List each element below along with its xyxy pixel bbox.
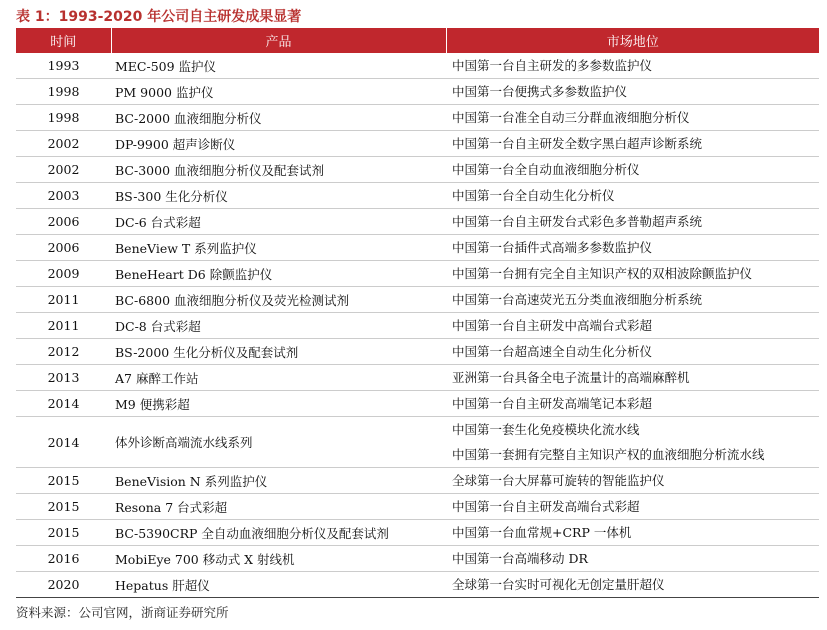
cell-product: BC-2000 血液细胞分析仪 — [111, 105, 446, 131]
table-row — [16, 53, 819, 79]
table-row — [16, 468, 819, 494]
cell-market-position — [446, 235, 819, 261]
cell-product: M9 便携彩超 — [111, 391, 446, 417]
cell-product: BeneHeart D6 除颤监护仪 — [111, 261, 446, 287]
cell-market-position — [446, 391, 819, 417]
market-position-line: 中国第一台自主研发全数字黑白超声诊断系统 — [452, 136, 703, 151]
cell-year: 2011 — [16, 287, 111, 313]
table-row — [16, 572, 819, 598]
cell-year: 1998 — [16, 105, 111, 131]
cell-market-position — [446, 53, 819, 79]
market-position-line: 中国第一台自主研发台式彩色多普勒超声系统 — [452, 214, 703, 229]
cell-market-position — [446, 157, 819, 183]
market-position-line: 中国第一台准全自动三分群血液细胞分析仪 — [452, 110, 690, 125]
market-position-line: 中国第一台便携式多参数监护仪 — [452, 84, 628, 99]
market-position-line: 全球第一台大屏幕可旋转的智能监护仪 — [452, 473, 665, 488]
cell-product: BS-2000 生化分析仪及配套试剂 — [111, 339, 446, 365]
cell-product: DP-9900 超声诊断仪 — [111, 131, 446, 157]
cell-year: 2012 — [16, 339, 111, 365]
table-row — [16, 183, 819, 209]
cell-year: 2015 — [16, 494, 111, 520]
cell-market-position — [446, 339, 819, 365]
table-row — [16, 520, 819, 546]
market-position-line: 中国第一台自主研发中高端台式彩超 — [452, 318, 653, 333]
cell-market-position — [446, 105, 819, 131]
table-row — [16, 131, 819, 157]
cell-product: DC-8 台式彩超 — [111, 313, 446, 339]
cell-market-position — [446, 494, 819, 520]
cell-product: PM 9000 监护仪 — [111, 79, 446, 105]
cell-market-position — [446, 468, 819, 494]
market-position-line: 中国第一台超高速全自动生化分析仪 — [452, 344, 653, 359]
market-position-line: 全球第一台实时可视化无创定量肝超仪 — [452, 577, 665, 592]
table-title: 表 1：1993-2020 年公司自主研发成果显著 — [16, 9, 302, 25]
cell-year: 2016 — [16, 546, 111, 572]
cell-product: A7 麻醉工作站 — [111, 365, 446, 391]
cell-product: Resona 7 台式彩超 — [111, 494, 446, 520]
header-row — [16, 28, 819, 53]
cell-market-position — [446, 313, 819, 339]
source-note: 资料来源：公司官网，浙商证券研究所 — [16, 605, 229, 620]
cell-market-position — [446, 572, 819, 598]
cell-product: MEC-509 监护仪 — [111, 53, 446, 79]
cell-market-position — [446, 131, 819, 157]
table-row — [16, 365, 819, 391]
table-row — [16, 391, 819, 417]
cell-product: BS-300 生化分析仪 — [111, 183, 446, 209]
table-row — [16, 79, 819, 105]
market-position-line: 中国第一套生化免疫模块化流水线 — [452, 422, 640, 437]
market-position-line: 中国第一台高速荧光五分类血液细胞分析系统 — [452, 292, 703, 307]
table-row — [16, 105, 819, 131]
cell-product: MobiEye 700 移动式 X 射线机 — [111, 546, 446, 572]
cell-product: BC-5390CRP 全自动血液细胞分析仪及配套试剂 — [111, 520, 446, 546]
cell-product: BC-6800 血液细胞分析仪及荧光检测试剂 — [111, 287, 446, 313]
market-position-line: 中国第一台自主研发的多参数监护仪 — [452, 58, 653, 73]
cell-year: 2009 — [16, 261, 111, 287]
market-position-line: 中国第一台全自动生化分析仪 — [452, 188, 615, 203]
table-row — [16, 546, 819, 572]
market-position-line: 中国第一台高端移动 DR — [452, 551, 588, 566]
table-row — [16, 235, 819, 261]
cell-year: 2014 — [16, 391, 111, 417]
table-row — [16, 494, 819, 520]
cell-year: 2003 — [16, 183, 111, 209]
market-position-line: 中国第一台拥有完全自主知识产权的双相波除颤监护仪 — [452, 266, 753, 281]
market-position-line: 中国第一套拥有完整自主知识产权的血液细胞分析流水线 — [452, 447, 765, 462]
cell-market-position — [446, 261, 819, 287]
cell-market-position — [446, 520, 819, 546]
table-row — [16, 157, 819, 183]
market-position-line: 中国第一台插件式高端多参数监护仪 — [452, 240, 653, 255]
market-position-line: 亚洲第一台具备全电子流量计的高端麻醉机 — [452, 370, 690, 385]
table-row — [16, 209, 819, 235]
cell-year: 1993 — [16, 53, 111, 79]
cell-year: 2014 — [16, 417, 111, 468]
market-position-line: 中国第一台自主研发高端笔记本彩超 — [452, 396, 653, 411]
cell-year: 2002 — [16, 131, 111, 157]
cell-year: 2011 — [16, 313, 111, 339]
table-row — [16, 417, 819, 468]
table-row — [16, 261, 819, 287]
header-product: 产品 — [111, 28, 446, 53]
cell-year: 1998 — [16, 79, 111, 105]
market-position-line: 中国第一台血常规+CRP 一体机 — [452, 525, 632, 540]
achievements-table — [16, 28, 819, 598]
cell-product: BeneVision N 系列监护仪 — [111, 468, 446, 494]
cell-year: 2002 — [16, 157, 111, 183]
table-row — [16, 313, 819, 339]
cell-year: 2006 — [16, 235, 111, 261]
cell-year: 2020 — [16, 572, 111, 598]
market-position-line: 中国第一台全自动血液细胞分析仪 — [452, 162, 640, 177]
market-position-line: 中国第一台自主研发高端台式彩超 — [452, 499, 640, 514]
header-year: 时间 — [16, 28, 111, 53]
cell-market-position — [446, 287, 819, 313]
cell-market-position — [446, 365, 819, 391]
cell-market-position — [446, 417, 819, 468]
table-row — [16, 339, 819, 365]
cell-year: 2015 — [16, 520, 111, 546]
cell-product: BeneView T 系列监护仪 — [111, 235, 446, 261]
cell-year: 2015 — [16, 468, 111, 494]
cell-market-position — [446, 183, 819, 209]
cell-product: Hepatus 肝超仪 — [111, 572, 446, 598]
table-row — [16, 287, 819, 313]
cell-year: 2013 — [16, 365, 111, 391]
cell-market-position — [446, 209, 819, 235]
cell-product: BC-3000 血液细胞分析仪及配套试剂 — [111, 157, 446, 183]
cell-product: DC-6 台式彩超 — [111, 209, 446, 235]
cell-product: 体外诊断高端流水线系列 — [111, 417, 446, 468]
cell-market-position — [446, 546, 819, 572]
header-market-position: 市场地位 — [446, 28, 819, 53]
cell-year: 2006 — [16, 209, 111, 235]
cell-market-position — [446, 79, 819, 105]
